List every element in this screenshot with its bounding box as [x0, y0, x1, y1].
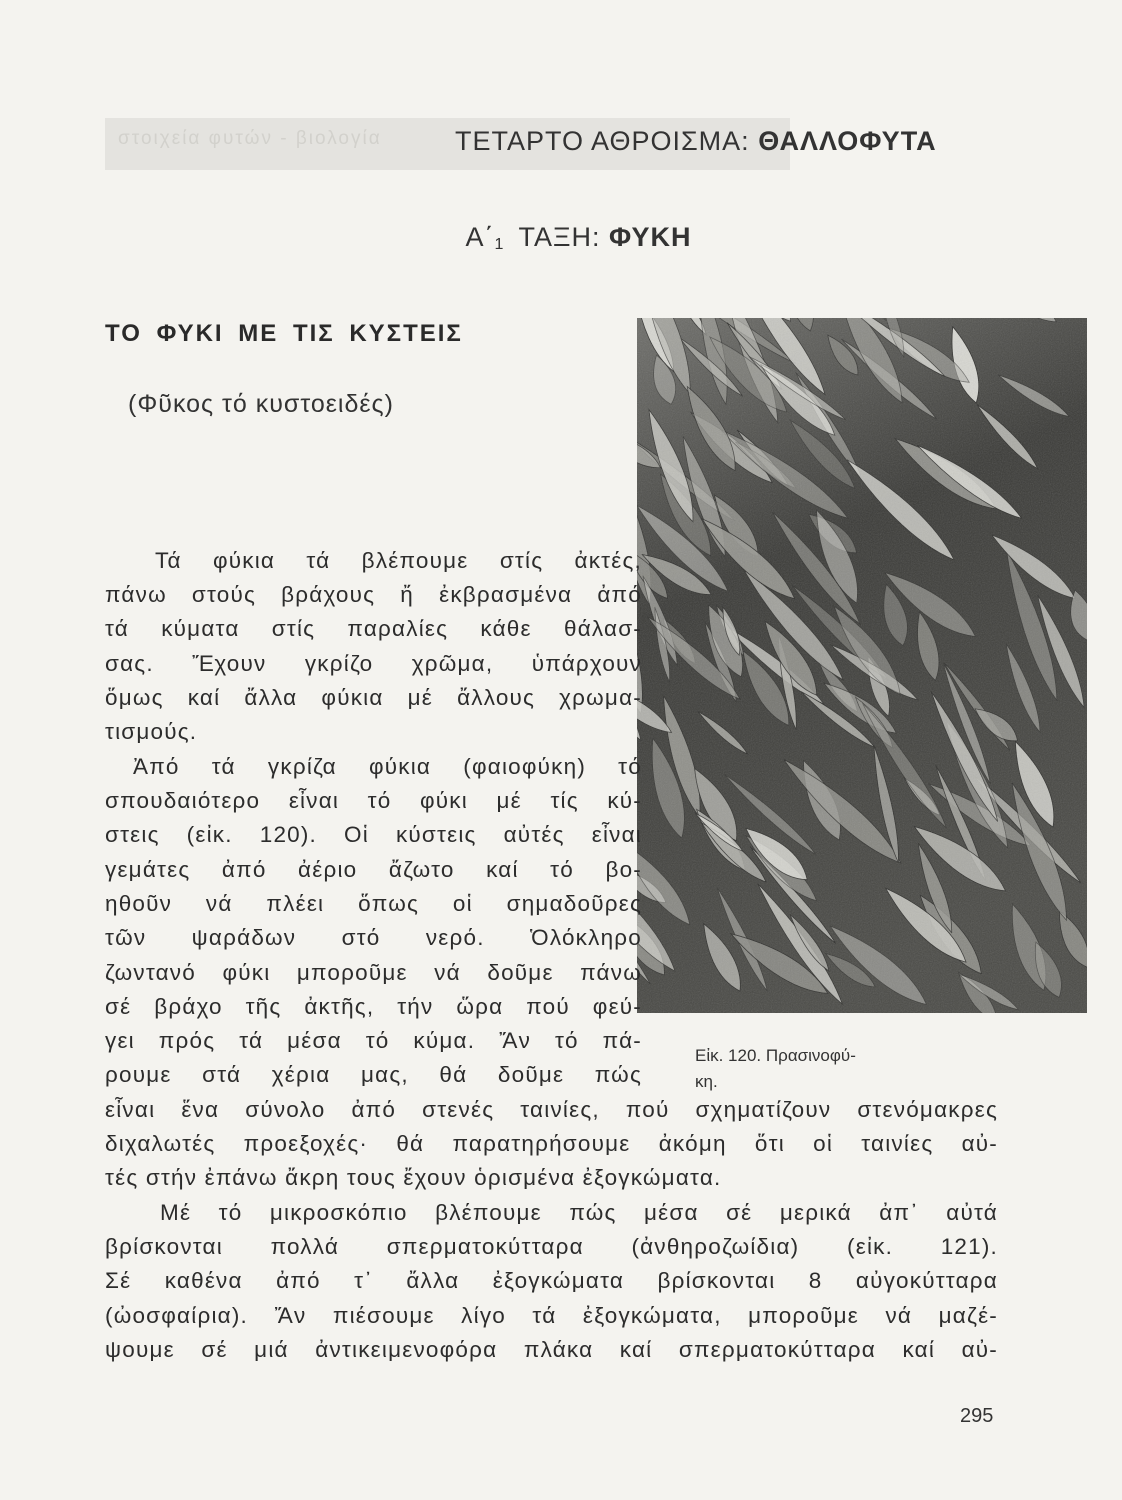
body-line: σπουδαιότερο εἶναι τό φύκι μέ τίς κύ-: [105, 788, 642, 813]
body-line: τισμούς.: [105, 719, 198, 744]
body-line: πάνω στούς βράχους ἤ ἐκβρασμένα ἀπό: [105, 582, 642, 607]
body-line: σας. Ἔχουν γκρίζο χρῶμα, ὑπάρχουν: [105, 651, 642, 676]
article-subtitle: (Φῦκος τό κυστοειδές): [128, 390, 394, 418]
body-line: Μέ τό μικροσκόπιο βλέπουμε πώς μέσα σέ μερικά ἀπ᾽ αὐτά: [160, 1200, 998, 1225]
body-line: ρουμε στά χέρια μας, θά δοῦμε πώς: [105, 1062, 642, 1087]
seaweed-photo: [637, 318, 1087, 1013]
figure-caption-line-1: Εἰκ. 120. Πρασινοφύ-: [695, 1046, 856, 1065]
class-title-label: ΤΑΞΗ:: [518, 222, 601, 252]
figure-caption-line-2: κη.: [695, 1072, 718, 1091]
section-header-prefix: ΤΕΤΑΡΤΟ ΑΘΡΟΙΣΜΑ:: [455, 126, 750, 156]
body-line: (ὠοσφαίρια). Ἄν πιέσουμε λίγο τά ἐξογκώματα, μποροῦμε νά μαζέ-: [105, 1303, 998, 1328]
class-title-prefix: Α΄: [465, 222, 495, 252]
figure-caption: [695, 1043, 975, 1095]
class-title-emphasis: ΦΥΚΗ: [609, 222, 692, 252]
class-title: [0, 222, 1122, 254]
class-title-index: 1: [494, 236, 505, 253]
body-line: εἶναι ἕνα σύνολο ἀπό στενές ταινίες, πού σχηματίζουν στενόμακρες: [105, 1097, 998, 1122]
body-line: διχαλωτές προεξοχές· θά παρατηρήσουμε ἀκόμη ὅτι οἱ ταινίες αὐ-: [105, 1131, 998, 1156]
article-title: ΤΟ ΦΥΚΙ ΜΕ ΤΙΣ ΚΥΣΤΕΙΣ: [105, 320, 463, 347]
body-line: ζωντανό φύκι μποροῦμε νά δοῦμε πάνω: [105, 960, 642, 985]
body-line: ὅμως καί ἄλλα φύκια μέ ἄλλους χρωμα-: [105, 685, 642, 710]
body-line: τές στήν ἐπάνω ἄκρη τους ἔχουν ὁρισμένα ἐξογκώματα.: [105, 1165, 722, 1190]
body-line: γεμάτες ἀπό ἀέριο ἄζωτο καί τό βο-: [105, 857, 642, 882]
section-header: [455, 126, 937, 157]
body-line: Σέ καθένα ἀπό τ᾽ ἄλλα ἐξογκώματα βρίσκονται 8 αὐγοκύτταρα: [105, 1268, 998, 1293]
body-line: ψουμε σέ μιά ἀντικειμενοφόρα πλάκα καί σπερματοκύτταρα καί αὐ-: [105, 1337, 998, 1362]
body-line: στεις (εἰκ. 120). Οἱ κύστεις αὐτές εἶναι: [105, 822, 642, 847]
body-line: γει πρός τά μέσα τό κύμα. Ἄν τό πά-: [105, 1028, 642, 1053]
header-faded-text: στοιχεία φυτών - βιολογία: [118, 128, 382, 149]
body-line: Τά φύκια τά βλέπουμε στίς ἀκτές,: [155, 548, 642, 573]
body-line: σέ βράχο τῆς ἀκτῆς, τήν ὥρα πού φεύ-: [105, 994, 642, 1019]
body-line: τῶν ψαράδων στό νερό. Ὁλόκληρο: [105, 925, 642, 950]
page-number: 295: [960, 1405, 994, 1427]
body-line: τά κύματα στίς παραλίες κάθε θάλασ-: [105, 616, 642, 641]
body-line: ηθοῦν νά πλέει ὅπως οἱ σημαδοῦρες: [105, 891, 642, 916]
body-line: Ἀπό τά γκρίζα φύκια (φαιοφύκη) τό: [133, 754, 642, 779]
section-header-emphasis: ΘΑΛΛΟΦΥΤΑ: [758, 126, 937, 156]
body-line: βρίσκονται πολλά σπερματοκύτταρα (ἀνθηροζωίδια) (εἰκ. 121).: [105, 1234, 998, 1259]
